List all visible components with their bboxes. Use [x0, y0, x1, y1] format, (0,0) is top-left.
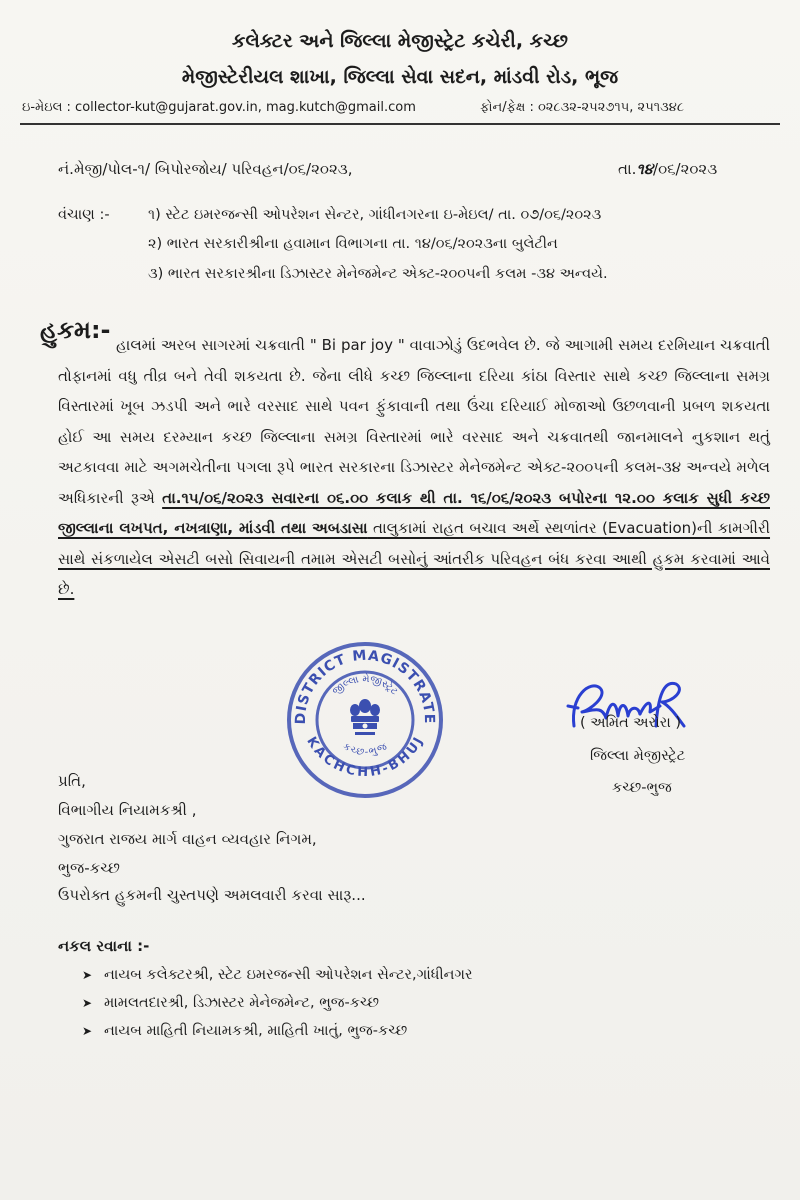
reference-number: નં.મેજી/પોલ-૧/ બિપોરજોય/ પરિવહન/૦૬/૨૦૨૩, [58, 160, 353, 178]
addressee-line: ભુજ-કચ્છ [58, 859, 120, 877]
svg-text:જીલ્લા મેજીસ્ટ્રેટ [330, 672, 399, 698]
seal-outer-bottom-text: KACHCHH-BHUJ [303, 734, 427, 781]
date-handwritten-day: ૧૪ [636, 160, 654, 178]
addressee-line: વિભાગીય નિયામકશ્રી , [58, 801, 197, 819]
order-restriction-period: તા.૧૫/૦૬/૨૦૨૩ સવારના ૦૬.૦૦ કલાક થી તા. ૧૬/૦૬/૨૦૨૩ બપોરના ૧૨.૦૦ કલાક સુધી કચ્છ જીલ્લાના લખપત, નખત્રાણા, માંડવી તથા અબડાસા [58, 488, 770, 537]
arrow-right-icon: ➤ [82, 968, 93, 982]
addressee-line: ગુજરાત રાજય માર્ગ વાહન વ્યવહાર નિગમ, [58, 830, 317, 848]
order-date [618, 160, 717, 178]
signatory-place: કચ્છ-ભુજ [612, 780, 672, 796]
district-magistrate-seal [285, 640, 445, 800]
addressee-line: પ્રતિ, [58, 772, 86, 790]
copies-heading: નકલ રવાના :- [58, 937, 150, 955]
seal-inner-top-text: જીલ્લા મેજીસ્ટ્રેટ [330, 673, 400, 698]
copy-recipient: ➤ મામલતદારશ્રી, ડિઝાસ્ટર મેનેજમેન્ટ, ભુજ-કચ્છ [82, 995, 379, 1011]
seal-inner-bottom-text: કચ્છ-ભુજ [340, 741, 389, 759]
signatory-name: ( અમિત અરોરા ) [580, 715, 682, 731]
signatory-title: જિલ્લા મેજીસ્ટ્રેટ [590, 748, 686, 764]
contact-email: ઇ-મેઇલ : collector-kut@gujarat.gov.in, mag.kutch@gmail.com [22, 100, 416, 115]
office-branch-address: મેજીસ્ટેરીયલ શાખા, જિલ્લા સેવા સદન, માંડવી રોડ, ભૂજ [181, 66, 619, 88]
order-heading: હુકમ:- [40, 316, 111, 344]
office-title: કલેક્ટર અને જિલ્લા મેજીસ્ટ્રેટ કચેરી, કચ્છ [232, 30, 568, 52]
svg-text:DISTRICT MAGISTRATE [293, 648, 437, 725]
copy-recipient: ➤ નાયબ કલેક્ટરશ્રી, સ્ટેટ ઇમરજન્સી ઓપરેશન સેન્ટર,ગાંધીનગર [82, 967, 473, 983]
ashoka-emblem-icon [350, 699, 380, 735]
date-rest: /૦૬/૨૦૨૩ [653, 160, 718, 178]
order-body [58, 330, 770, 605]
header-divider [20, 123, 780, 125]
seal-outer-top-text: DISTRICT MAGISTRATE [292, 647, 438, 725]
order-paragraph-part2: તાલુકામાં રાહત બચાવ અર્થે સ્થળાંતર (Evacuation)ની કામગીરી સાથે સંકળાયેલ એસટી બસો સિવાયની તમામ એસટી બસોનું આંતરીક પરિવહન બંધ કરવા આથી હુકમ કરવામાં આવે છે. [58, 519, 771, 598]
reading-item: ૨) ભારત સરકારીશ્રીના હવામાન વિભાગના તા. ૧૪/૦૬/૨૦૨૩ના બુલેટીન [148, 236, 558, 252]
reading-item: ૧) સ્ટેટ ઇમરજન્સી ઓપરેશન સેન્ટર, ગાંધીનગરના ઇ-મેઇલ/ તા. ૦૭/૦૬/૨૦૨૩ [148, 207, 602, 223]
date-prefix: તા. [618, 160, 637, 178]
contact-phone: ફોન/ફેક્ષ : ૦૨૮૩૨-૨૫૨૭૧૫, ૨૫૧૩૪૮ [480, 100, 684, 115]
copy-recipient: ➤ નાયબ માહિતી નિયામકશ્રી, માહિતી ખાતું, ભુજ-કચ્છ [82, 1023, 408, 1039]
arrow-right-icon: ➤ [82, 1024, 93, 1038]
arrow-right-icon: ➤ [82, 996, 93, 1010]
addressee-line: ઉપરોક્ત હુકમની ચુસ્તપણે અમલવારી કરવા સારૂ... [58, 886, 366, 904]
svg-text:કચ્છ-ભુજ [341, 741, 389, 758]
order-paragraph-part1: હાલમાં અરબ સાગરમાં ચક્રવાતી " Bi par joy " વાવાઝોડું ઉદભવેલ છે. જે આગામી સમય દરમિયાન ચક્રવાતી તોફાનમાં વધુ તીવ્ર બને તેવી શકયતા છે. જેના લીધે કચ્છ જિલ્લાના દરિયા કાંઠા વિસ્તાર સાથે કચ્છ જિલ્લાના સમગ્ર વિસ્તારમાં ખૂબ ઝડપી અને ભારે વરસાદ સાથે પવન ફુંકાવાની તથા ઉંચા દરિયાઈ મોજાઓ ઉછળવાની પ્રબળ શકયતા હોઈ આ સમય દરમ્યાન કચ્છ જિલ્લાના સમગ્ર વિસ્તારમાં ભારે વરસાદ અને ચક્રવાતથી જાનમાલને નુકશાન થતું અટકાવવા માટે અગમચેતીના પગલા રૂપે ભારત સરકારના ડિઝાસ્ટર મેનેજમેન્ટ એક્ટ-૨૦૦૫ની કલમ-૩૪ અન્વયે મળેલ અધિકારની રૂએ [58, 336, 770, 507]
reading-item: ૩) ભારત સરકારશ્રીના ડિઝાસ્ટર મેનેજમેન્ટ એક્ટ-૨૦૦૫ની કલમ -૩૪ અન્વયે. [148, 266, 608, 282]
readings-label: વંચાણ :- [58, 207, 110, 223]
signature-mark [560, 666, 690, 746]
